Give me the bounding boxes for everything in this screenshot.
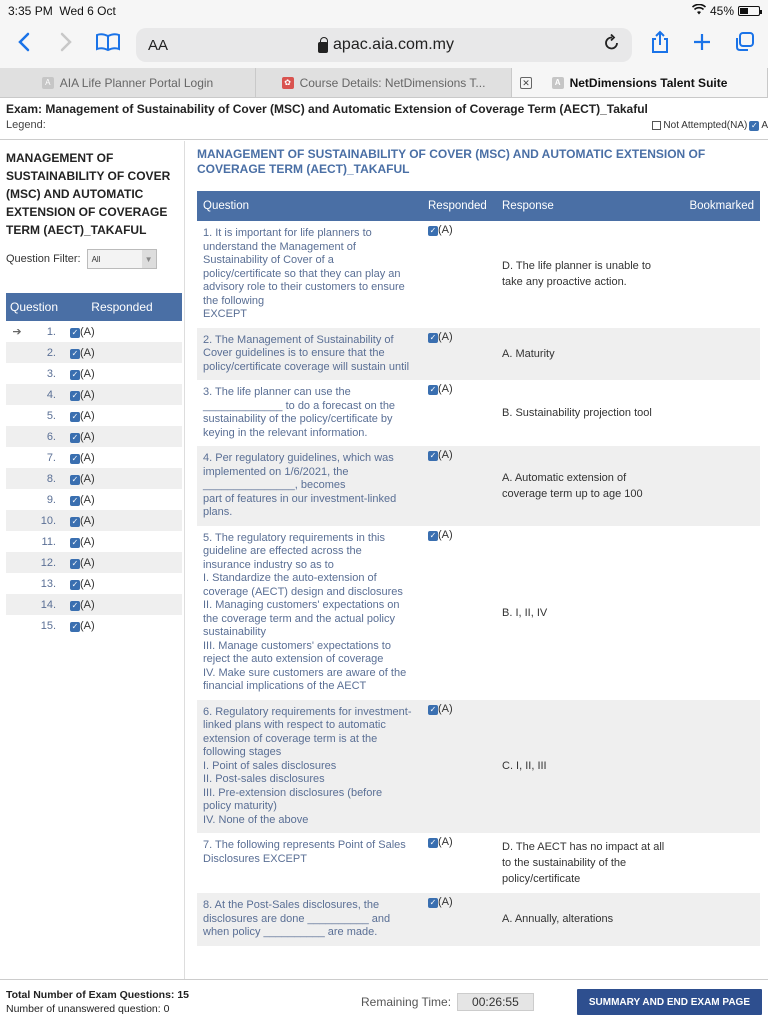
filter-label: Question Filter: — [6, 253, 81, 265]
question-summary-row — [197, 328, 760, 381]
checked-box-icon: ✓ — [71, 327, 79, 337]
question-number-link[interactable]: 6. — [28, 426, 62, 447]
checked-box-icon: ✓ — [429, 838, 437, 847]
browser-tab-strip — [0, 68, 768, 98]
bookmark-cell — [681, 328, 760, 381]
question-nav-row[interactable] — [6, 384, 182, 405]
remaining-time — [361, 993, 534, 1011]
checked-box-icon: ✓ — [429, 451, 437, 460]
question-number-link[interactable]: 7. — [46, 451, 56, 464]
checked-box-icon: ✓ — [71, 516, 79, 526]
row-marker — [6, 594, 28, 615]
tab-label: AIA Life Planner Portal Login — [59, 75, 214, 90]
aia-favicon-icon: A — [42, 77, 54, 89]
checked-box-icon: ✓ — [71, 537, 79, 547]
lock-icon — [318, 42, 328, 53]
address-bar[interactable] — [136, 28, 632, 62]
responded-value: (A) — [438, 836, 453, 848]
question-nav-table — [6, 293, 182, 636]
responded-value: (A) — [80, 346, 95, 359]
responded-cell — [422, 380, 496, 446]
row-marker — [6, 405, 28, 426]
checked-box-icon: ✓ — [71, 453, 79, 463]
tab-course-details[interactable] — [256, 68, 512, 97]
response-text: D. The life planner is unable to take any proactive action. — [502, 260, 651, 289]
ios-status-bar — [0, 0, 768, 22]
battery-percent: 45% — [709, 4, 734, 18]
legend-keys — [652, 120, 768, 131]
responded-value: (A) — [80, 430, 95, 443]
exam-main — [0, 141, 768, 979]
checked-box-icon: ✓ — [71, 348, 79, 358]
filter-value: All — [91, 254, 101, 264]
responded-cell — [422, 526, 496, 700]
responded-cell — [62, 363, 182, 384]
responded-value: (A) — [80, 451, 95, 464]
exam-totals — [6, 988, 306, 1016]
responded-value: (A) — [80, 556, 95, 569]
row-marker — [6, 342, 28, 363]
legend-not-attempted: Not Attempted(NA) — [663, 120, 748, 131]
responded-cell — [62, 615, 182, 636]
responded-value: (A) — [438, 330, 453, 343]
responded-cell — [62, 447, 182, 468]
responded-value: (A) — [80, 577, 95, 590]
responded-value: (A) — [80, 619, 95, 632]
responded-value: (A) — [80, 409, 95, 422]
checked-box-icon: ✓ — [71, 558, 79, 568]
responded-cell — [422, 833, 496, 893]
bookmark-cell — [681, 221, 760, 328]
row-marker — [6, 426, 28, 447]
responded-value: (A) — [80, 514, 95, 527]
exam-footer — [0, 979, 768, 1024]
row-marker — [6, 489, 28, 510]
col-question: Question — [6, 293, 62, 321]
responded-value: (A) — [438, 224, 453, 236]
tab-close-icon[interactable]: ✕ — [520, 77, 532, 89]
battery-icon — [738, 6, 760, 16]
question-number-link[interactable]: 1. — [46, 325, 56, 338]
bookmark-cell — [681, 526, 760, 700]
question-text-link[interactable]: 6. Regulatory requirements for investment- linked plans with respect to automatic extension of coverage term is at the following stages I. Point of sales disclosures II. Post-sales disclosures III. Pre-extension disclosures (before policy maturity) IV. None of the above — [197, 700, 422, 834]
response-text: C. I, II, III — [496, 700, 681, 834]
question-number-link[interactable]: 12. — [28, 552, 62, 573]
row-marker — [6, 531, 28, 552]
response-text: A. Annually, alterations — [496, 893, 681, 946]
question-text-link[interactable]: 2. The Management of Sustainability of Cover guidelines is to ensure that the policy/certificate coverage will sustain until — [197, 328, 422, 381]
col-responded: Responded — [62, 293, 182, 321]
question-number-link[interactable]: 2. — [28, 342, 62, 363]
responded-cell — [422, 221, 496, 328]
remaining-time-label: Remaining Time: — [361, 995, 452, 1009]
total-questions: Total Number of Exam Questions: 15 — [6, 989, 190, 1001]
new-tab-plus-icon[interactable] — [688, 31, 716, 59]
checked-box-icon: ✓ — [71, 600, 79, 610]
question-nav-row[interactable] — [6, 510, 182, 531]
bookmark-cell — [681, 700, 760, 834]
exam-header — [0, 98, 768, 140]
responded-cell — [422, 446, 496, 526]
checked-box-icon: ✓ — [71, 369, 79, 379]
responded-cell — [62, 531, 182, 552]
wifi-icon — [692, 4, 706, 18]
question-nav-row[interactable] — [6, 321, 182, 342]
question-number-link[interactable]: 13. — [40, 577, 56, 590]
response-text: A. Maturity — [496, 328, 681, 381]
row-marker — [6, 384, 28, 405]
tabs-overview-icon[interactable] — [730, 31, 758, 60]
responded-value: (A) — [438, 383, 453, 395]
question-number-link[interactable]: 8. — [28, 468, 62, 489]
responded-cell — [62, 342, 182, 363]
question-nav-row[interactable] — [6, 531, 182, 552]
checked-box-icon: ✓ — [429, 704, 437, 714]
question-text-link[interactable]: 5. The regulatory requirements in this guideline are effected across the insurance industry so as to I. Standardize the auto-extension of coverage (AECT) design and disclosures II. Managing customers' expectations on the coverage term and the actual policy sustainability III. Manage customers' expectations to reject the auto extension of coverage IV. Make sure customers are aware of the financial implications of the AECT — [203, 531, 407, 692]
responded-value: (A) — [80, 325, 95, 338]
checked-box-icon: ✓ — [71, 495, 79, 505]
question-number-link[interactable]: 15. — [40, 619, 56, 632]
response-text: A. Automatic extension of coverage term up to age 100 — [496, 446, 681, 526]
responded-value: (A) — [80, 535, 95, 548]
question-text-link[interactable]: 3. The life planner can use the _____________ to do a forecast on the sustainability of the policy/certificate by keying in the relevant information. — [203, 386, 396, 439]
question-summary-row — [197, 526, 760, 700]
responded-cell — [422, 328, 496, 381]
summary-header — [197, 191, 760, 221]
bookmark-cell — [681, 380, 760, 446]
legend-attempted: A — [761, 120, 768, 131]
question-text-link[interactable]: 7. The following represents Point of Sales Disclosures EXCEPT — [203, 839, 406, 865]
responded-cell — [422, 700, 496, 834]
url-text: apac.aia.com.my — [333, 36, 454, 53]
reload-icon[interactable] — [604, 34, 620, 57]
responded-cell — [422, 893, 496, 946]
question-nav-row[interactable] — [6, 447, 182, 468]
url-display[interactable] — [318, 36, 454, 54]
question-text-link[interactable]: 4. Per regulatory guidelines, which was implemented on 1/6/2021, the _______________, becomes part of features in our investment-linked plans. — [197, 446, 422, 526]
responded-value: (A) — [80, 472, 95, 485]
responded-value: (A) — [80, 493, 95, 506]
question-nav-row[interactable] — [6, 426, 182, 447]
responded-value: (A) — [80, 367, 95, 380]
status-time: 3:35 PM — [8, 4, 53, 18]
question-summary-table — [197, 191, 760, 946]
bookmark-cell — [681, 446, 760, 526]
row-marker — [6, 552, 28, 573]
checked-box-icon: ✓ — [71, 432, 79, 442]
bookmark-cell — [681, 833, 760, 893]
checked-box-icon: ✓ — [429, 530, 437, 540]
checked-box-icon: ✓ — [429, 385, 437, 394]
question-number-link[interactable]: 14. — [28, 594, 62, 615]
summary-end-exam-button[interactable]: SUMMARY AND END EXAM PAGE — [577, 989, 762, 1015]
question-summary-row — [197, 700, 760, 834]
question-nav-row[interactable] — [6, 615, 182, 636]
unanswered-count: Number of unanswered question: 0 — [6, 1003, 170, 1015]
question-number-link[interactable]: 5. — [46, 409, 56, 422]
row-marker — [6, 615, 28, 636]
question-number-link[interactable]: 3. — [46, 367, 56, 380]
back-icon[interactable] — [10, 31, 38, 59]
question-number-link[interactable]: 10. — [28, 510, 62, 531]
reader-aa-button[interactable]: AA — [148, 36, 169, 54]
question-sidebar — [0, 141, 185, 979]
response-text: B. I, II, IV — [502, 606, 548, 619]
bookmarks-icon[interactable] — [94, 31, 122, 59]
netdimensions-favicon-icon: ✿ — [282, 77, 294, 89]
tab-label: NetDimensions Talent Suite — [569, 75, 728, 90]
checked-box-icon: ✓ — [71, 411, 79, 421]
question-summary-row — [197, 380, 760, 446]
question-nav-row[interactable] — [6, 489, 182, 510]
responded-cell — [62, 594, 182, 615]
col-responded: Responded — [422, 191, 496, 221]
col-bookmarked: Bookmarked — [681, 191, 760, 221]
question-summary-row — [197, 446, 760, 526]
question-number-link[interactable]: 9. — [46, 493, 56, 506]
question-number-link[interactable]: 11. — [41, 535, 56, 548]
content-title: MANAGEMENT OF SUSTAINABILITY OF COVER (MSC) AND AUTOMATIC EXTENSION OF COVERAGE TERM (AECT)_TAKAFUL — [197, 147, 706, 176]
checked-box-icon: ✓ — [71, 579, 79, 589]
question-filter — [0, 239, 184, 279]
responded-cell — [62, 489, 182, 510]
responded-value: (A) — [438, 528, 453, 541]
responded-cell — [62, 321, 182, 342]
chevron-down-icon: ▼ — [142, 250, 156, 268]
question-nav-row[interactable] — [6, 573, 182, 594]
remaining-time-value: 00:26:55 — [457, 993, 534, 1011]
checked-box-icon: ✓ — [429, 332, 437, 342]
share-icon[interactable] — [646, 30, 674, 61]
forward-icon[interactable] — [52, 31, 80, 59]
checked-box-icon: ✓ — [71, 621, 79, 631]
responded-cell — [62, 426, 182, 447]
responded-value: (A) — [80, 598, 95, 611]
row-marker — [6, 363, 28, 384]
question-nav-row[interactable] — [6, 468, 182, 489]
question-text-link[interactable]: 1. It is important for life planners to understand the Management of Sustainability of Cover of a policy/certificate so that they can play an advisory role to their customers to ensure the following EXCEPT — [203, 227, 405, 320]
question-nav-row[interactable] — [6, 342, 182, 363]
legend-label: Legend: — [6, 119, 46, 131]
row-marker — [6, 447, 28, 468]
checked-box-icon: ✓ — [71, 474, 79, 484]
status-time-date — [8, 4, 116, 18]
question-nav-header — [6, 293, 182, 321]
responded-cell — [62, 384, 182, 405]
question-summary-row — [197, 833, 760, 893]
responded-value: (A) — [438, 896, 453, 908]
status-date: Wed 6 Oct — [59, 4, 116, 18]
aia-favicon-icon: A — [552, 77, 564, 89]
question-filter-select[interactable] — [87, 249, 157, 269]
status-right — [692, 4, 760, 18]
row-marker — [6, 573, 28, 594]
response-text: B. Sustainability projection tool — [502, 407, 652, 419]
question-summary-row — [197, 893, 760, 946]
question-nav-row[interactable] — [6, 405, 182, 426]
browser-toolbar — [0, 22, 768, 68]
checked-box-icon: ✓ — [750, 120, 758, 130]
bookmark-cell — [681, 893, 760, 946]
responded-cell — [62, 468, 182, 489]
checked-box-icon: ✓ — [429, 898, 437, 907]
question-nav-row[interactable] — [6, 552, 182, 573]
response-text: D. The AECT has no impact at all to the sustainability of the policy/certificate — [502, 841, 665, 885]
col-response: Response — [496, 191, 681, 221]
checked-box-icon: ✓ — [71, 390, 79, 400]
responded-cell — [62, 510, 182, 531]
current-question-arrow-icon: ➔ — [12, 326, 22, 338]
row-marker — [6, 468, 28, 489]
responded-value: (A) — [438, 449, 453, 461]
responded-value: (A) — [438, 702, 453, 715]
responded-cell — [62, 552, 182, 573]
question-text-link[interactable]: 8. At the Post-Sales disclosures, the disclosures are done __________ and when policy __________ are made. — [197, 893, 422, 946]
exam-title: Exam: Management of Sustainability of Cover (MSC) and Automatic Extension of Coverage Term (AECT)_Takaful — [6, 102, 648, 116]
tab-aia-login[interactable] — [0, 68, 256, 97]
col-question: Question — [197, 191, 422, 221]
question-nav-row[interactable] — [6, 363, 182, 384]
unchecked-box-icon — [652, 121, 661, 130]
checked-box-icon: ✓ — [429, 226, 437, 235]
question-nav-row[interactable] — [6, 594, 182, 615]
question-number-link[interactable]: 4. — [28, 384, 62, 405]
responded-value: (A) — [80, 388, 95, 401]
tab-talent-suite[interactable] — [512, 68, 768, 97]
question-content — [185, 141, 768, 979]
question-summary-row — [197, 221, 760, 328]
tab-label: Course Details: NetDimensions T... — [299, 75, 486, 90]
responded-cell — [62, 405, 182, 426]
row-marker — [6, 510, 28, 531]
sidebar-title: MANAGEMENT OF SUSTAINABILITY OF COVER (MSC) AND AUTOMATIC EXTENSION OF COVERAGE TERM (AECT)_TAKAFUL — [6, 151, 171, 237]
responded-cell — [62, 573, 182, 594]
